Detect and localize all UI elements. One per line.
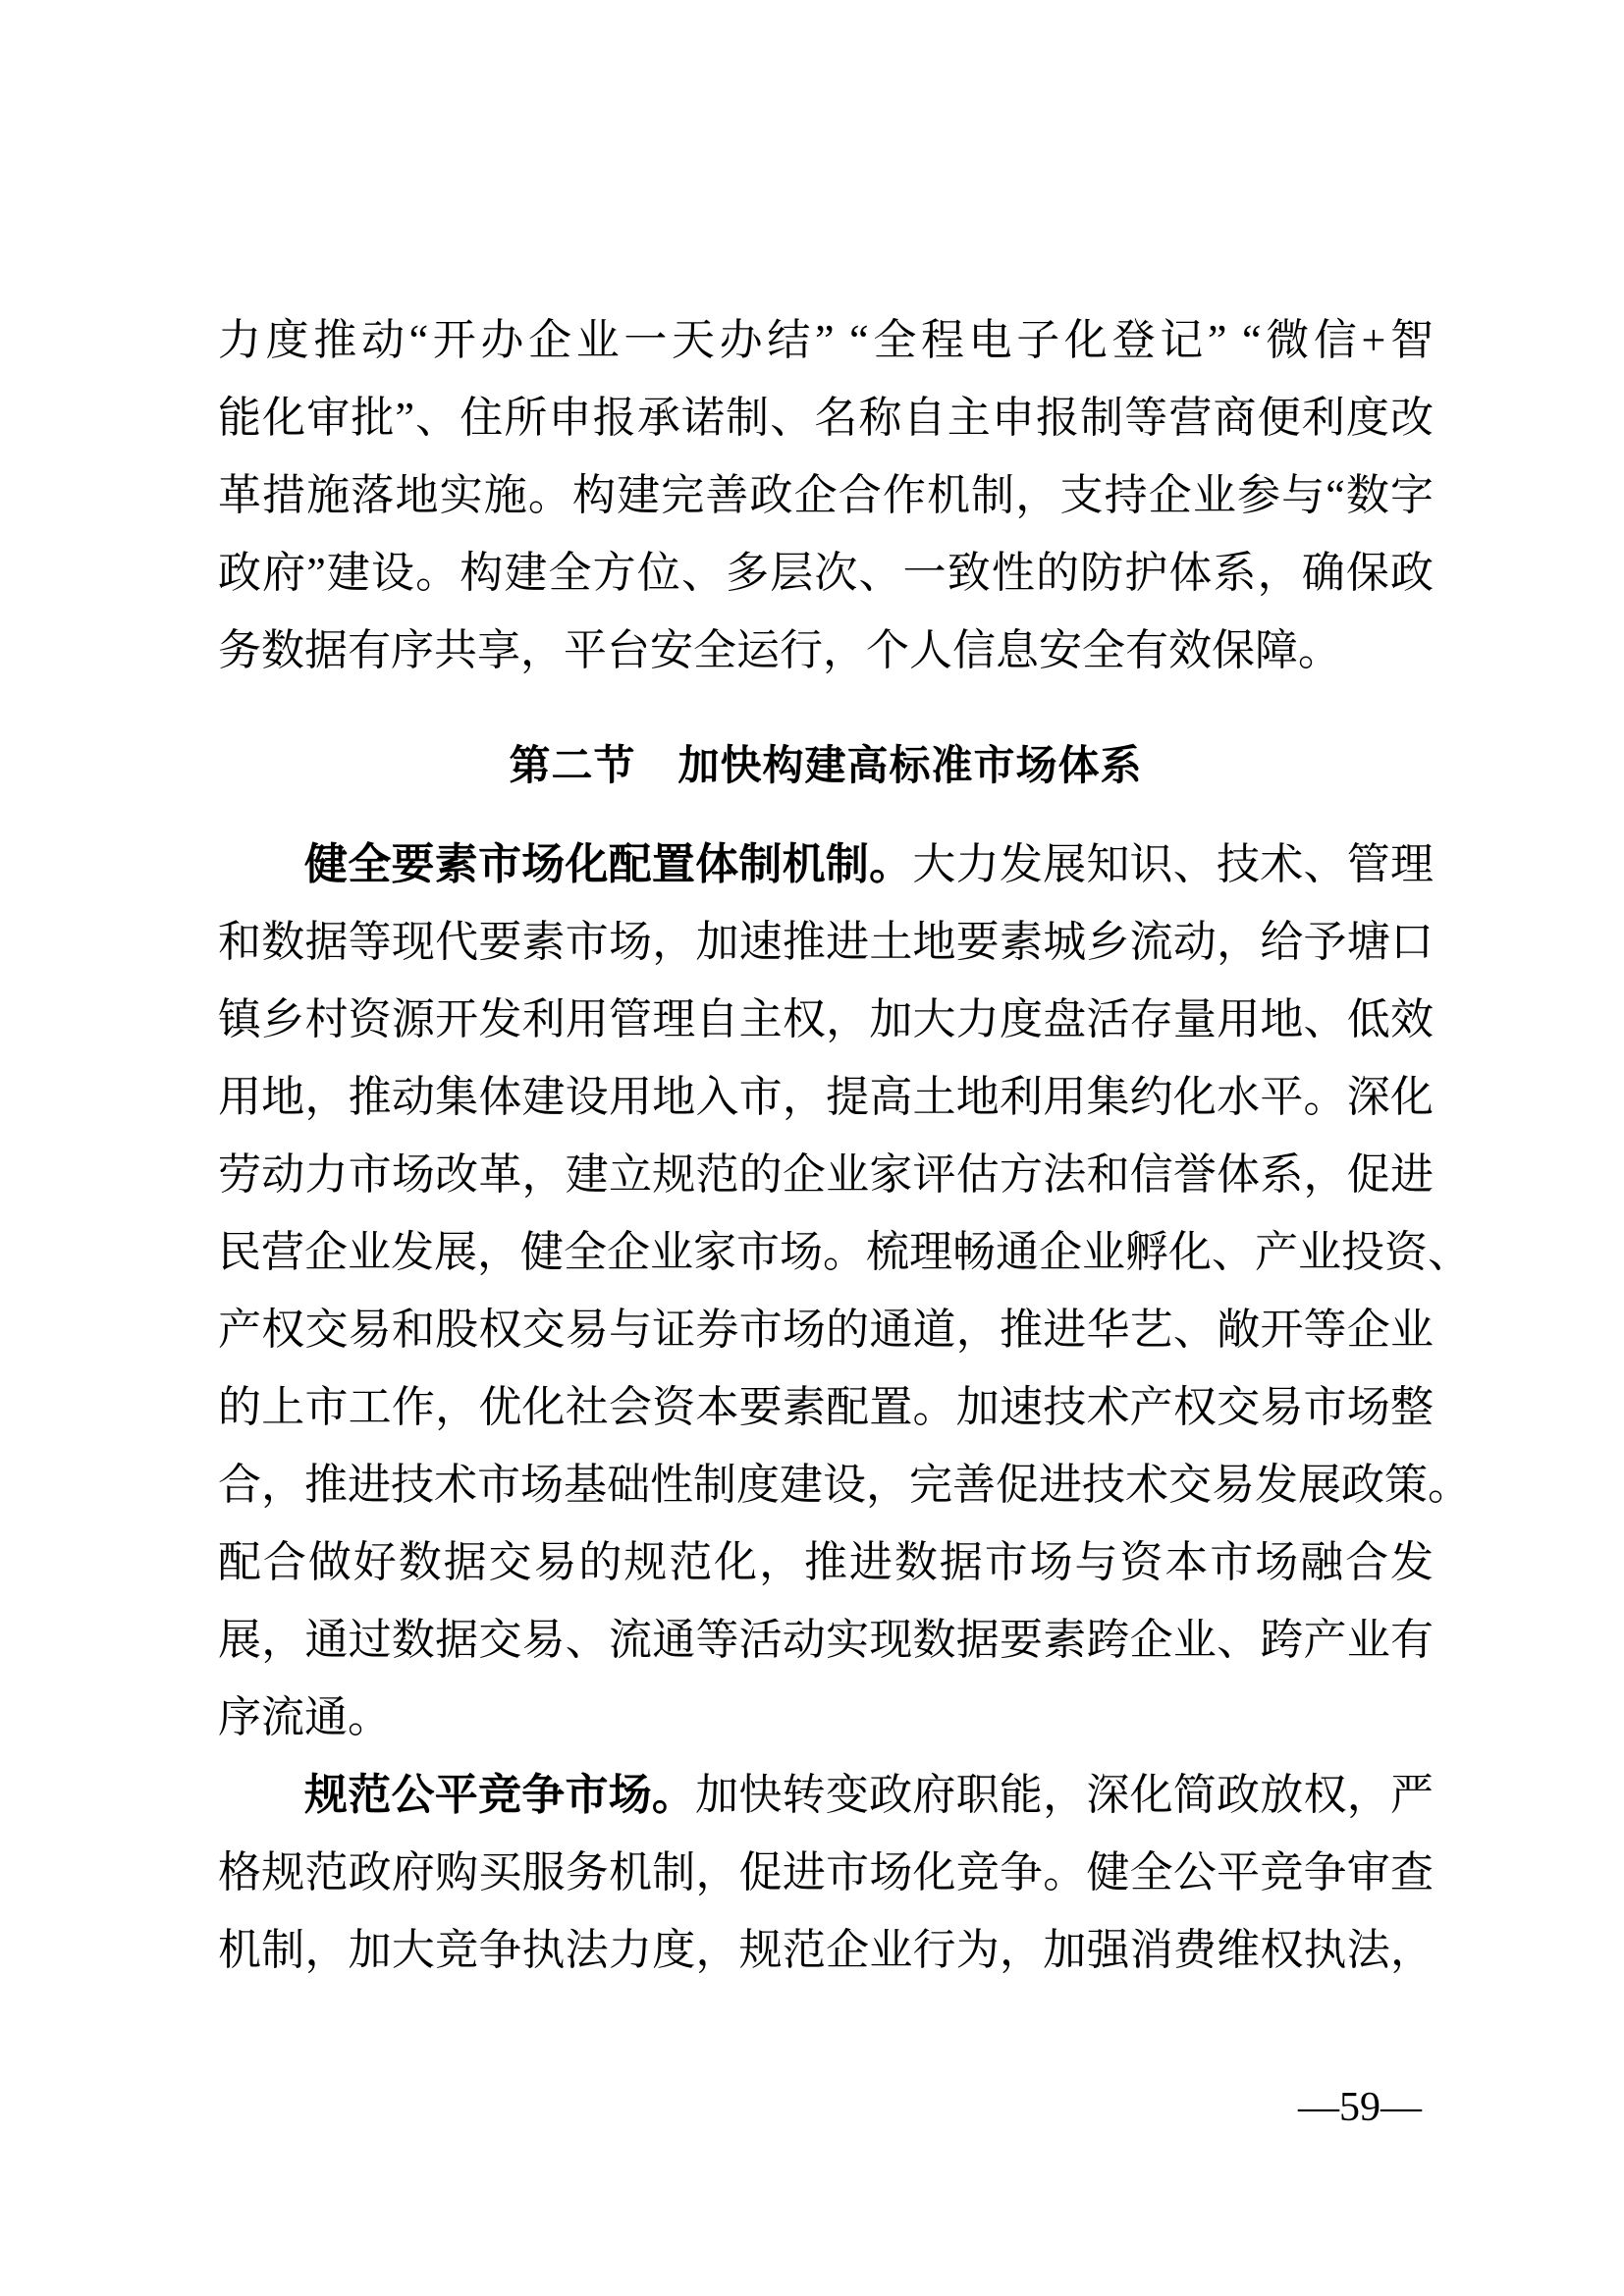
body-text bbox=[218, 301, 1471, 1989]
paragraph2-line: 的上市工作，优化社会资本要素配置。加速技术产权交易市场整 bbox=[218, 1383, 1434, 1431]
paragraph2-line: 和数据等现代要素市场，加速推进土地要素城乡流动，给予塘口 bbox=[218, 918, 1434, 966]
paragraph2-line: 民营企业发展，健全企业家市场。梳理畅通企业孵化、产业投资、 bbox=[218, 1228, 1471, 1276]
paragraph3-line: 格规范政府购买服务机制，促进市场化竞争。健全公平竞争审查 bbox=[218, 1848, 1434, 1896]
paragraph1-line: 革措施落地实施。构建完善政企合作机制，支持企业参与“数字 bbox=[218, 471, 1434, 519]
paragraph2-line bbox=[218, 826, 1434, 903]
paragraph2-line: 序流通。 bbox=[218, 1693, 391, 1741]
paragraph1-line: 务数据有序共享，平台安全运行，个人信息安全有效保障。 bbox=[218, 626, 1341, 674]
paragraph2-line: 劳动力市场改革，建立规范的企业家评估方法和信誉体系，促进 bbox=[218, 1150, 1434, 1199]
paragraph3-lead: 规范公平竞争市场。 bbox=[304, 1771, 696, 1819]
paragraph1-line: 政府”建设。构建全方位、多层次、一致性的防护体系，确保政 bbox=[218, 549, 1434, 597]
paragraph1-line: 能化审批”、住所申报承诺制、名称自主申报制等营商便利度改 bbox=[218, 394, 1434, 442]
paragraph3-line bbox=[218, 1756, 1434, 1834]
paragraph2-lead: 健全要素市场化配置体制机制。 bbox=[304, 840, 913, 888]
paragraph1-line: 力度推动“开办企业一天办结” “全程电子化登记” “微信+智 bbox=[218, 316, 1434, 364]
section-heading: 第二节 加快构建高标准市场体系 bbox=[509, 742, 1143, 788]
paragraph3-line: 机制，加大竞争执法力度，规范企业行为，加强消费维权执法， bbox=[218, 1926, 1434, 1974]
paragraph2-line-text: 大力发展知识、技术、管理 bbox=[912, 840, 1434, 888]
page-number: —59— bbox=[1298, 2085, 1422, 2130]
paragraph3-line-text: 加快转变政府职能，深化简政放权，严 bbox=[695, 1771, 1435, 1819]
paragraph2-line: 产权交易和股权交易与证券市场的通道，推进华艺、敞开等企业 bbox=[218, 1306, 1434, 1354]
paragraph2-line: 镇乡村资源开发利用管理自主权，加大力度盘活存量用地、低效 bbox=[218, 995, 1434, 1043]
paragraph2-line: 用地，推动集体建设用地入市，提高土地利用集约化水平。深化 bbox=[218, 1073, 1434, 1121]
paragraph2-line: 配合做好数据交易的规范化，推进数据市场与资本市场融合发 bbox=[218, 1538, 1434, 1586]
paragraph2-line: 展，通过数据交易、流通等活动实现数据要素跨企业、跨产业有 bbox=[218, 1616, 1434, 1664]
paragraph2-line: 合，推进技术市场基础性制度建设，完善促进技术交易发展政策。 bbox=[218, 1461, 1471, 1509]
